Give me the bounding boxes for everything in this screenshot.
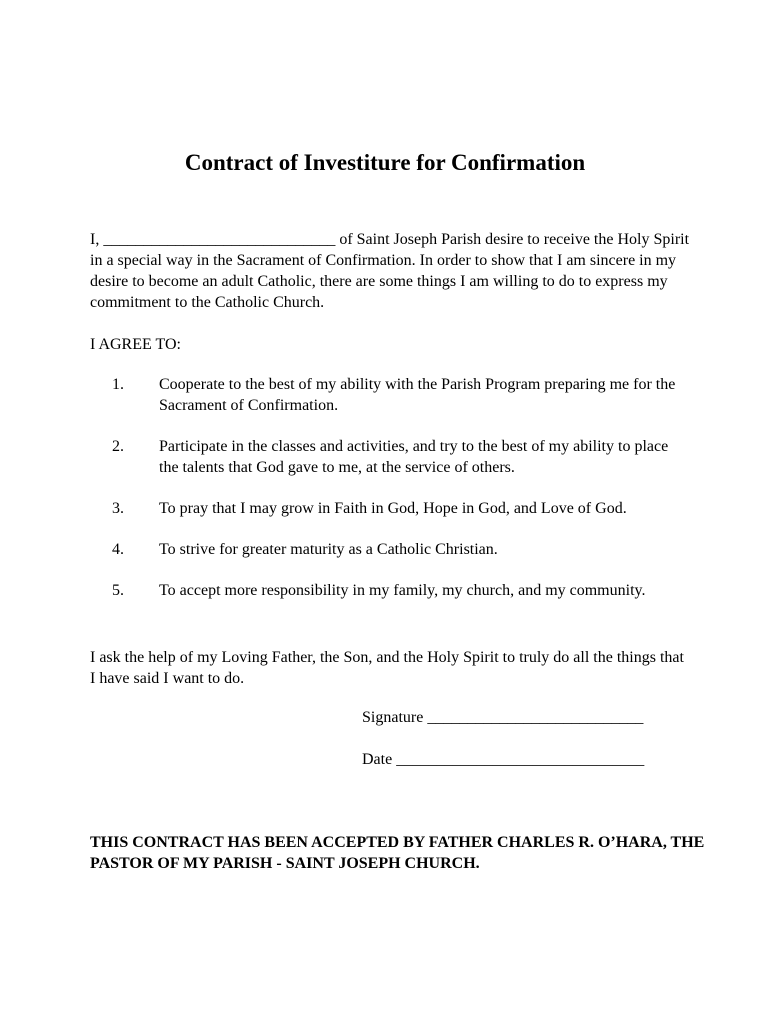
list-item <box>90 374 690 416</box>
list-item <box>90 436 690 478</box>
list-item-number: 1. <box>112 376 124 393</box>
list-item-text: To pray that I may grow in Faith in God, Hope in God, and Love of God. <box>159 500 627 517</box>
list-item <box>90 539 690 560</box>
list-item <box>90 580 690 601</box>
list-item-number: 4. <box>112 541 124 558</box>
agreement-list <box>90 374 690 621</box>
list-item-text: Cooperate to the best of my ability with the Parish Program preparing me for the Sacrament of Confirmation. <box>159 376 676 414</box>
list-item-text: To strive for greater maturity as a Catholic Christian. <box>159 541 498 558</box>
list-item-number: 5. <box>112 582 124 599</box>
list-item-number: 3. <box>112 500 124 517</box>
list-item-text: To accept more responsibility in my family, my church, and my community. <box>159 582 646 599</box>
list-item <box>90 498 690 519</box>
agree-heading: I AGREE TO: <box>90 336 181 353</box>
intro-paragraph: I, _____________________________ of Saint Joseph Parish desire to receive the Holy Spirit in a special way in the Sacrament of Confirmation. In order to show that I am sincere in my desire to become an adult Catholic, there are some things I am willing to do to express my commitment to the Catholic Church. <box>90 231 690 311</box>
list-item-text: Participate in the classes and activities, and try to the best of my ability to place the talents that God gave to me, at the service of others. <box>159 438 669 476</box>
document-title: Contract of Investiture for Confirmation <box>184 150 586 175</box>
date-line: Date _______________________________ <box>362 751 645 768</box>
signature-line: Signature ___________________________ <box>362 709 644 726</box>
acceptance-statement: THIS CONTRACT HAS BEEN ACCEPTED BY FATHER CHARLES R. O’HARA, THE PASTOR OF MY PARISH - SAINT JOSEPH CHURCH. <box>90 834 705 872</box>
closing-paragraph: I ask the help of my Loving Father, the Son, and the Holy Spirit to truly do all the things that I have said I want to do. <box>90 649 684 687</box>
list-item-number: 2. <box>112 438 124 455</box>
